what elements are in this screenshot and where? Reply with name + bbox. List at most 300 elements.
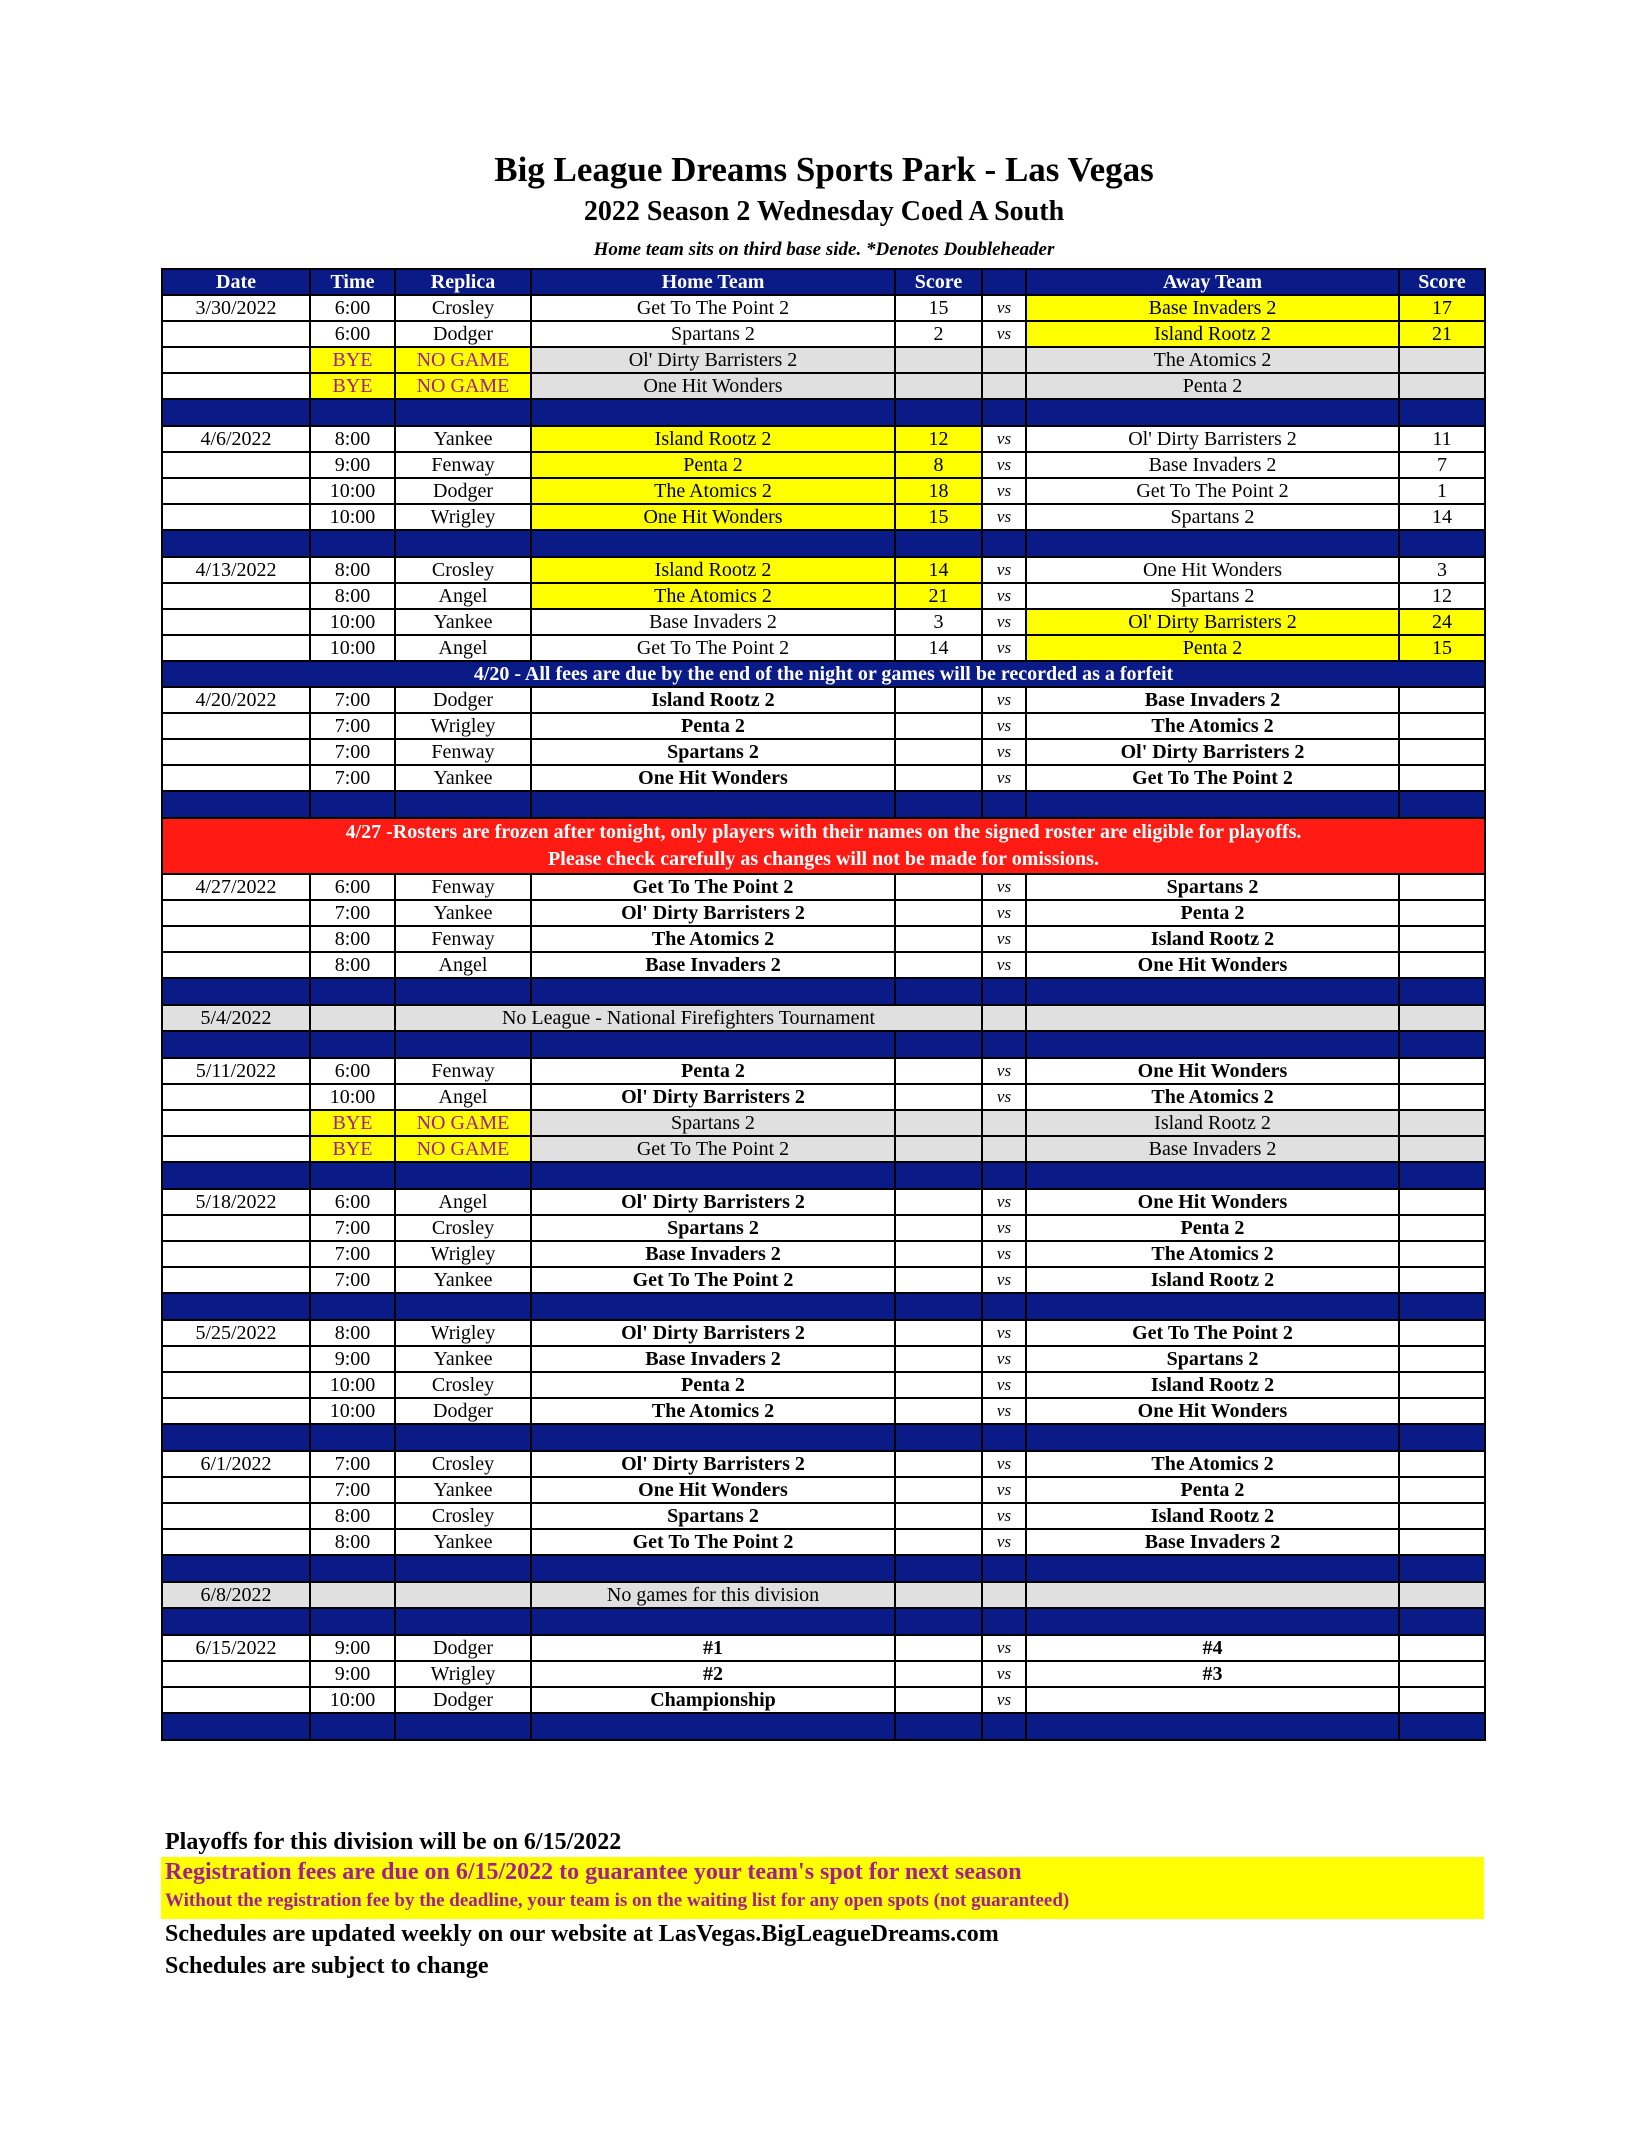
separator-cell — [895, 530, 982, 557]
separator-cell — [1026, 530, 1399, 557]
away-score-cell — [1399, 874, 1485, 900]
home-team-cell: #2 — [531, 1661, 895, 1687]
home-score-cell — [895, 1529, 982, 1555]
home-score-cell: 2 — [895, 321, 982, 347]
game-row — [162, 1058, 1485, 1084]
column-header-time: Time — [310, 269, 395, 295]
date-cell — [162, 347, 310, 373]
vs-cell: vs — [982, 609, 1026, 635]
away-score-cell — [1399, 1451, 1485, 1477]
away-team-cell: Base Invaders 2 — [1026, 295, 1399, 321]
away-team-cell: Base Invaders 2 — [1026, 687, 1399, 713]
column-header-away-score: Score — [1399, 269, 1485, 295]
away-score-cell — [1399, 1136, 1485, 1162]
home-score-cell: 12 — [895, 426, 982, 452]
game-row — [162, 557, 1485, 583]
away-team-cell: Get To The Point 2 — [1026, 765, 1399, 791]
date-cell — [162, 1346, 310, 1372]
vs-cell: vs — [982, 1241, 1026, 1267]
separator-cell — [531, 1031, 895, 1058]
vs-cell — [982, 1136, 1026, 1162]
date-cell — [162, 504, 310, 530]
away-team-cell: Spartans 2 — [1026, 874, 1399, 900]
empty-cell — [1399, 1005, 1485, 1031]
home-team-cell: Get To The Point 2 — [531, 295, 895, 321]
replica-cell: Angel — [395, 583, 531, 609]
game-row — [162, 1189, 1485, 1215]
separator-cell — [310, 1162, 395, 1189]
vs-cell: vs — [982, 321, 1026, 347]
time-cell: 10:00 — [310, 635, 395, 661]
separator-cell — [982, 791, 1026, 818]
separator-cell — [982, 1424, 1026, 1451]
date-cell — [162, 478, 310, 504]
replica-cell: Yankee — [395, 1267, 531, 1293]
away-score-cell — [1399, 1661, 1485, 1687]
home-score-cell — [895, 373, 982, 399]
home-team-cell: Base Invaders 2 — [531, 1346, 895, 1372]
separator-cell — [395, 1555, 531, 1582]
date-cell — [162, 1267, 310, 1293]
separator-cell — [531, 978, 895, 1005]
away-team-cell: Ol' Dirty Barristers 2 — [1026, 739, 1399, 765]
date-cell — [162, 1687, 310, 1713]
home-score-cell: 8 — [895, 452, 982, 478]
separator-cell — [895, 1608, 982, 1635]
separator-row — [162, 1555, 1485, 1582]
vs-cell: vs — [982, 874, 1026, 900]
separator-cell — [1399, 1555, 1485, 1582]
game-row — [162, 1635, 1485, 1661]
away-team-cell: One Hit Wonders — [1026, 1398, 1399, 1424]
away-team-cell: One Hit Wonders — [1026, 1189, 1399, 1215]
away-score-cell — [1399, 713, 1485, 739]
time-cell: 8:00 — [310, 557, 395, 583]
time-cell: 7:00 — [310, 687, 395, 713]
empty-cell — [982, 1005, 1026, 1031]
home-team-cell: Spartans 2 — [531, 739, 895, 765]
home-score-cell — [895, 1267, 982, 1293]
replica-cell: Dodger — [395, 687, 531, 713]
home-team-cell: Penta 2 — [531, 713, 895, 739]
replica-cell: Crosley — [395, 1503, 531, 1529]
replica-cell: NO GAME — [395, 373, 531, 399]
home-score-cell: 3 — [895, 609, 982, 635]
game-row — [162, 295, 1485, 321]
away-score-cell: 7 — [1399, 452, 1485, 478]
home-team-cell: Championship — [531, 1687, 895, 1713]
date-cell — [162, 952, 310, 978]
home-team-cell: Base Invaders 2 — [531, 952, 895, 978]
home-score-cell — [895, 1635, 982, 1661]
vs-cell: vs — [982, 1058, 1026, 1084]
away-score-cell — [1399, 1084, 1485, 1110]
separator-cell — [1399, 1608, 1485, 1635]
home-team-cell: Ol' Dirty Barristers 2 — [531, 1451, 895, 1477]
away-team-cell: Island Rootz 2 — [1026, 926, 1399, 952]
game-row — [162, 687, 1485, 713]
replica-cell: Dodger — [395, 1398, 531, 1424]
vs-cell: vs — [982, 635, 1026, 661]
home-score-cell — [895, 952, 982, 978]
separator-cell — [1399, 791, 1485, 818]
separator-row — [162, 530, 1485, 557]
away-score-cell — [1399, 1529, 1485, 1555]
replica-cell: NO GAME — [395, 1136, 531, 1162]
home-score-cell — [895, 1346, 982, 1372]
separator-cell — [310, 1608, 395, 1635]
home-team-cell: Base Invaders 2 — [531, 1241, 895, 1267]
separator-cell — [395, 1608, 531, 1635]
home-score-cell — [895, 1320, 982, 1346]
vs-cell: vs — [982, 504, 1026, 530]
replica-cell: Wrigley — [395, 1241, 531, 1267]
vs-cell — [982, 347, 1026, 373]
no-league-row — [162, 1005, 1485, 1031]
time-cell: 7:00 — [310, 900, 395, 926]
home-team-cell: Get To The Point 2 — [531, 874, 895, 900]
home-score-cell — [895, 739, 982, 765]
home-score-cell — [895, 1503, 982, 1529]
home-score-cell — [895, 1687, 982, 1713]
alert-line-1: 4/27 -Rosters are frozen after tonight, only players with their names on the signed roster are eligible for playoffs. — [345, 821, 1302, 843]
separator-row — [162, 1031, 1485, 1058]
separator-cell — [310, 1424, 395, 1451]
away-team-cell: The Atomics 2 — [1026, 1451, 1399, 1477]
separator-cell — [895, 399, 982, 426]
home-score-cell — [895, 1215, 982, 1241]
separator-cell — [895, 1555, 982, 1582]
away-team-cell: Penta 2 — [1026, 373, 1399, 399]
home-score-cell — [895, 713, 982, 739]
separator-cell — [982, 530, 1026, 557]
separator-cell — [531, 1555, 895, 1582]
home-team-cell: #1 — [531, 1635, 895, 1661]
bye-row — [162, 373, 1485, 399]
away-team-cell: Spartans 2 — [1026, 504, 1399, 530]
home-score-cell — [895, 874, 982, 900]
home-team-cell: Penta 2 — [531, 1372, 895, 1398]
no-games-text: No games for this division — [531, 1582, 895, 1608]
no-games-row — [162, 1582, 1485, 1608]
separator-cell — [162, 1293, 310, 1320]
away-score-cell — [1399, 1110, 1485, 1136]
game-row — [162, 765, 1485, 791]
home-score-cell — [895, 1136, 982, 1162]
home-team-cell: Base Invaders 2 — [531, 609, 895, 635]
away-score-cell: 21 — [1399, 321, 1485, 347]
away-score-cell — [1399, 926, 1485, 952]
game-row — [162, 504, 1485, 530]
home-score-cell: 15 — [895, 504, 982, 530]
replica-cell: Angel — [395, 1189, 531, 1215]
replica-cell: Dodger — [395, 478, 531, 504]
game-row — [162, 1687, 1485, 1713]
home-score-cell — [895, 1084, 982, 1110]
separator-cell — [162, 1031, 310, 1058]
date-cell — [162, 321, 310, 347]
date-cell: 4/27/2022 — [162, 874, 310, 900]
home-score-cell — [895, 926, 982, 952]
home-team-cell: Island Rootz 2 — [531, 687, 895, 713]
home-score-cell — [895, 1189, 982, 1215]
away-team-cell: The Atomics 2 — [1026, 1241, 1399, 1267]
replica-cell: Yankee — [395, 1529, 531, 1555]
time-cell: 10:00 — [310, 1687, 395, 1713]
separator-cell — [395, 791, 531, 818]
away-team-cell: Spartans 2 — [1026, 583, 1399, 609]
game-row — [162, 1451, 1485, 1477]
time-cell: 6:00 — [310, 295, 395, 321]
replica-cell: Crosley — [395, 1215, 531, 1241]
time-cell: 9:00 — [310, 1346, 395, 1372]
time-cell: 8:00 — [310, 952, 395, 978]
separator-cell — [982, 1031, 1026, 1058]
home-score-cell — [895, 1058, 982, 1084]
home-team-cell: The Atomics 2 — [531, 1398, 895, 1424]
date-cell — [162, 1110, 310, 1136]
vs-cell: vs — [982, 900, 1026, 926]
vs-cell: vs — [982, 426, 1026, 452]
game-row — [162, 583, 1485, 609]
time-cell: BYE — [310, 1136, 395, 1162]
vs-cell: vs — [982, 1661, 1026, 1687]
date-cell — [162, 1503, 310, 1529]
replica-cell: Yankee — [395, 1477, 531, 1503]
date-cell: 5/18/2022 — [162, 1189, 310, 1215]
time-cell: 10:00 — [310, 504, 395, 530]
separator-cell — [895, 791, 982, 818]
separator-cell — [310, 1555, 395, 1582]
away-team-cell: #3 — [1026, 1661, 1399, 1687]
vs-cell: vs — [982, 687, 1026, 713]
date-cell: 6/15/2022 — [162, 1635, 310, 1661]
game-row — [162, 426, 1485, 452]
vs-cell: vs — [982, 583, 1026, 609]
page-subtitle: 2022 Season 2 Wednesday Coed A South — [583, 196, 1065, 227]
no-league-text: No League - National Firefighters Tournament — [395, 1005, 982, 1031]
separator-cell — [1026, 1031, 1399, 1058]
home-score-cell — [895, 1451, 982, 1477]
home-team-cell: One Hit Wonders — [531, 504, 895, 530]
vs-cell: vs — [982, 739, 1026, 765]
time-cell: 7:00 — [310, 1267, 395, 1293]
date-cell: 4/6/2022 — [162, 426, 310, 452]
game-row — [162, 1398, 1485, 1424]
home-score-cell — [895, 1372, 982, 1398]
game-row — [162, 478, 1485, 504]
date-cell — [162, 1084, 310, 1110]
game-row — [162, 1372, 1485, 1398]
schedule-note: Home team sits on third base side. *Denotes Doubleheader — [593, 239, 1055, 260]
separator-cell — [982, 1293, 1026, 1320]
replica-cell: Wrigley — [395, 504, 531, 530]
notice-row — [162, 661, 1485, 687]
home-score-cell — [895, 900, 982, 926]
change-note: Schedules are subject to change — [165, 1953, 489, 1979]
date-cell — [162, 1529, 310, 1555]
game-row — [162, 1529, 1485, 1555]
date-cell — [162, 583, 310, 609]
replica-cell: NO GAME — [395, 347, 531, 373]
separator-cell — [1026, 791, 1399, 818]
vs-cell: vs — [982, 1372, 1026, 1398]
replica-cell: Crosley — [395, 1372, 531, 1398]
separator-cell — [162, 978, 310, 1005]
away-team-cell — [1026, 1687, 1399, 1713]
replica-cell: Fenway — [395, 1058, 531, 1084]
away-team-cell: Spartans 2 — [1026, 1346, 1399, 1372]
vs-cell: vs — [982, 765, 1026, 791]
vs-cell: vs — [982, 1687, 1026, 1713]
home-team-cell: Get To The Point 2 — [531, 1136, 895, 1162]
separator-cell — [162, 1555, 310, 1582]
replica-cell: Angel — [395, 1084, 531, 1110]
vs-cell: vs — [982, 1267, 1026, 1293]
home-team-cell: Island Rootz 2 — [531, 426, 895, 452]
date-cell — [162, 1215, 310, 1241]
replica-cell: Yankee — [395, 765, 531, 791]
separator-cell — [310, 1713, 395, 1740]
time-cell: 7:00 — [310, 713, 395, 739]
home-team-cell: Ol' Dirty Barristers 2 — [531, 347, 895, 373]
away-score-cell — [1399, 1477, 1485, 1503]
away-score-cell — [1399, 347, 1485, 373]
away-score-cell — [1399, 1372, 1485, 1398]
time-cell: 10:00 — [310, 1372, 395, 1398]
game-row — [162, 452, 1485, 478]
time-cell: 7:00 — [310, 739, 395, 765]
away-score-cell: 11 — [1399, 426, 1485, 452]
time-cell: 8:00 — [310, 1503, 395, 1529]
game-row — [162, 609, 1485, 635]
separator-cell — [1026, 1555, 1399, 1582]
time-cell: BYE — [310, 1110, 395, 1136]
home-team-cell: Get To The Point 2 — [531, 1267, 895, 1293]
replica-cell: Fenway — [395, 874, 531, 900]
time-cell: 7:00 — [310, 1477, 395, 1503]
vs-cell: vs — [982, 713, 1026, 739]
separator-cell — [531, 1713, 895, 1740]
separator-cell — [895, 1424, 982, 1451]
separator-cell — [531, 399, 895, 426]
replica-cell: Yankee — [395, 426, 531, 452]
separator-cell — [162, 399, 310, 426]
vs-cell: vs — [982, 1320, 1026, 1346]
home-score-cell: 14 — [895, 635, 982, 661]
away-team-cell: Penta 2 — [1026, 635, 1399, 661]
empty-cell — [1026, 1005, 1399, 1031]
separator-cell — [982, 1162, 1026, 1189]
time-cell: 9:00 — [310, 1661, 395, 1687]
home-score-cell: 15 — [895, 295, 982, 321]
separator-cell — [531, 1608, 895, 1635]
vs-cell: vs — [982, 1398, 1026, 1424]
separator-cell — [895, 1162, 982, 1189]
separator-cell — [310, 530, 395, 557]
separator-cell — [1399, 1424, 1485, 1451]
away-team-cell: The Atomics 2 — [1026, 347, 1399, 373]
time-cell: 6:00 — [310, 1058, 395, 1084]
game-row — [162, 635, 1485, 661]
away-team-cell: Island Rootz 2 — [1026, 1110, 1399, 1136]
replica-cell: Wrigley — [395, 1661, 531, 1687]
vs-cell: vs — [982, 452, 1026, 478]
vs-cell: vs — [982, 1189, 1026, 1215]
away-score-cell — [1399, 900, 1485, 926]
time-cell: 6:00 — [310, 874, 395, 900]
separator-row — [162, 791, 1485, 818]
separator-cell — [1026, 1162, 1399, 1189]
waiting-list-note: Without the registration fee by the deadline, your team is on the waiting list for any open spots (not guaranteed) — [165, 1890, 1070, 1911]
vs-cell: vs — [982, 295, 1026, 321]
bye-row — [162, 1110, 1485, 1136]
replica-cell: Fenway — [395, 452, 531, 478]
vs-cell: vs — [982, 557, 1026, 583]
bye-row — [162, 1136, 1485, 1162]
date-cell: 5/25/2022 — [162, 1320, 310, 1346]
column-header-date: Date — [162, 269, 310, 295]
vs-cell: vs — [982, 1477, 1026, 1503]
game-row — [162, 1241, 1485, 1267]
vs-cell: vs — [982, 1635, 1026, 1661]
away-score-cell: 24 — [1399, 609, 1485, 635]
empty-cell — [395, 1582, 531, 1608]
time-cell: 10:00 — [310, 478, 395, 504]
separator-row — [162, 978, 1485, 1005]
separator-cell — [982, 978, 1026, 1005]
date-cell — [162, 609, 310, 635]
home-team-cell: Ol' Dirty Barristers 2 — [531, 1084, 895, 1110]
away-score-cell — [1399, 1189, 1485, 1215]
game-row — [162, 900, 1485, 926]
separator-cell — [531, 1293, 895, 1320]
separator-cell — [395, 1713, 531, 1740]
away-score-cell — [1399, 1346, 1485, 1372]
separator-cell — [982, 1713, 1026, 1740]
home-team-cell: Penta 2 — [531, 452, 895, 478]
notice-text: 4/20 - All fees are due by the end of the night or games will be recorded as a forfeit — [162, 661, 1485, 687]
header-row — [162, 269, 1485, 295]
away-score-cell: 14 — [1399, 504, 1485, 530]
home-team-cell: One Hit Wonders — [531, 765, 895, 791]
separator-row — [162, 399, 1485, 426]
home-team-cell: Spartans 2 — [531, 1503, 895, 1529]
home-score-cell: 21 — [895, 583, 982, 609]
time-cell: 7:00 — [310, 1451, 395, 1477]
away-team-cell: Penta 2 — [1026, 1477, 1399, 1503]
away-score-cell — [1399, 373, 1485, 399]
date-cell: 6/1/2022 — [162, 1451, 310, 1477]
replica-cell: NO GAME — [395, 1110, 531, 1136]
separator-cell — [1026, 1424, 1399, 1451]
away-team-cell: One Hit Wonders — [1026, 557, 1399, 583]
game-row — [162, 1320, 1485, 1346]
separator-cell — [531, 1424, 895, 1451]
home-team-cell: The Atomics 2 — [531, 478, 895, 504]
time-cell: 6:00 — [310, 1189, 395, 1215]
separator-cell — [310, 978, 395, 1005]
home-team-cell: Ol' Dirty Barristers 2 — [531, 1320, 895, 1346]
date-cell — [162, 926, 310, 952]
game-row — [162, 926, 1485, 952]
replica-cell: Yankee — [395, 1346, 531, 1372]
date-cell — [162, 1477, 310, 1503]
game-row — [162, 1215, 1485, 1241]
empty-cell — [982, 1582, 1026, 1608]
column-header-replica: Replica — [395, 269, 531, 295]
separator-cell — [310, 791, 395, 818]
